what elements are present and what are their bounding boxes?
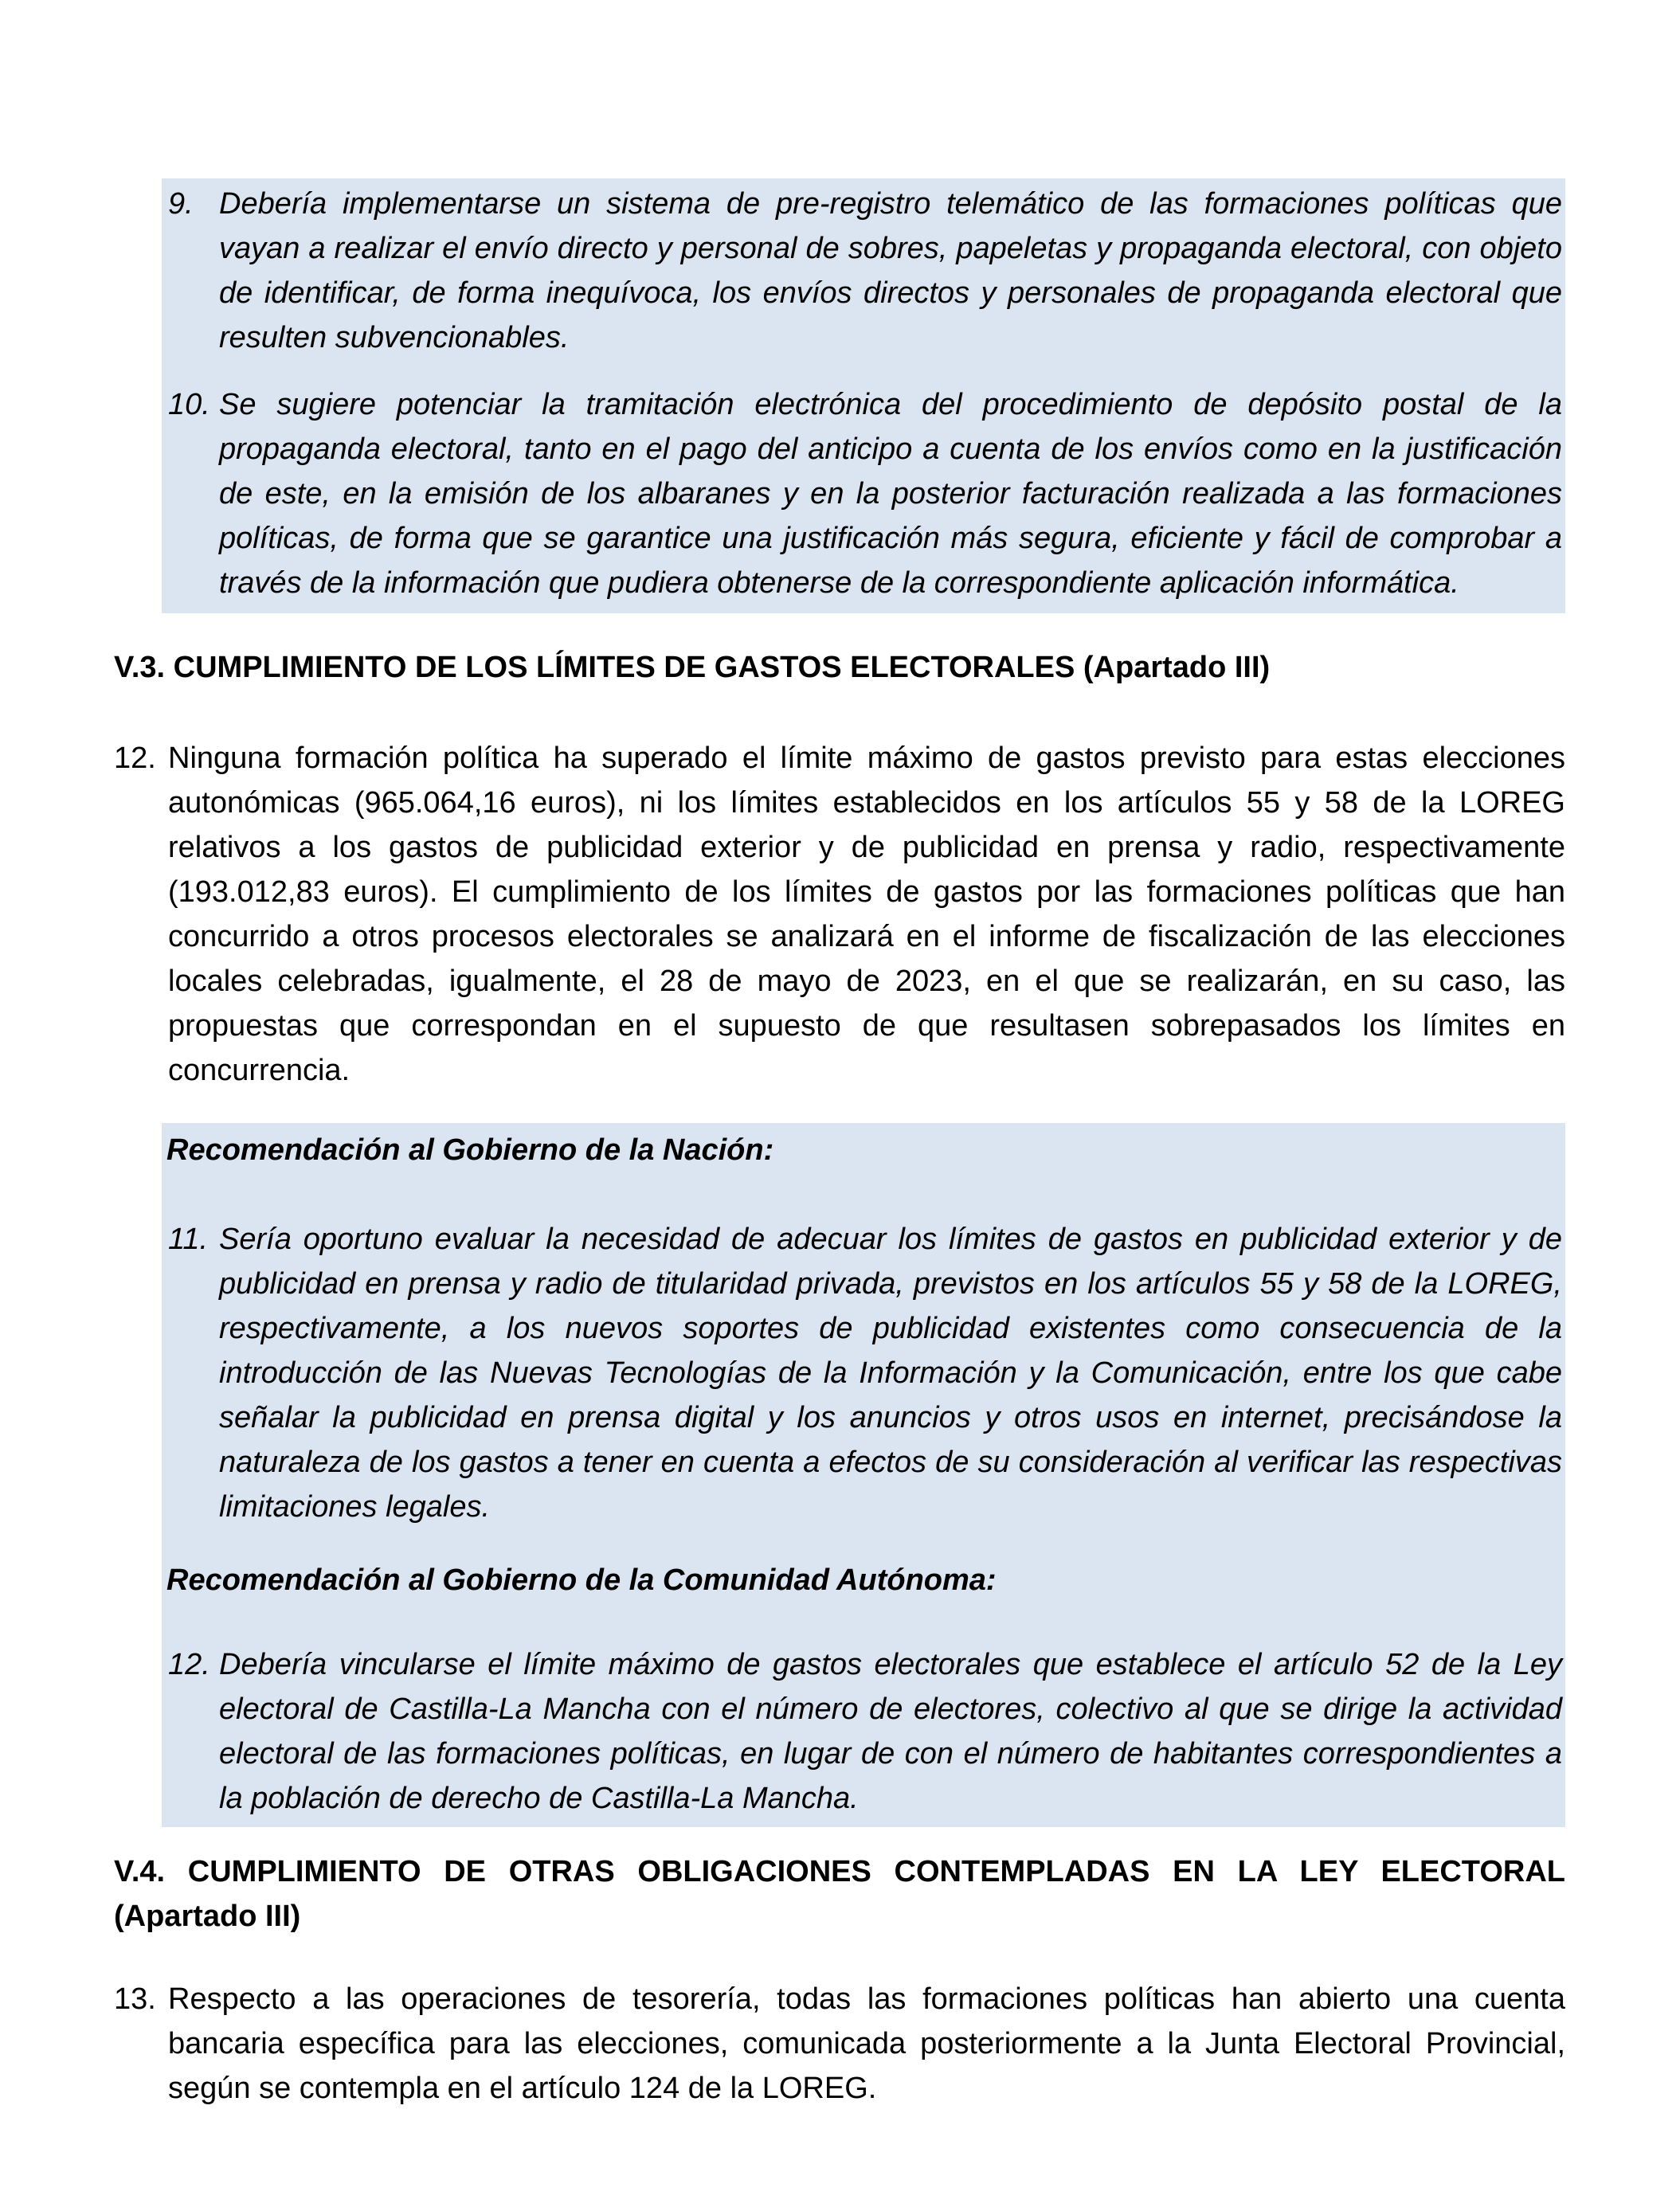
list-number: 9. [168,187,194,221]
recommendation-region-heading: Recomendación al Gobierno de la Comunidad Autónoma: [166,1563,997,1597]
list-number: 12. [168,1648,210,1681]
list-number: 10. [168,388,210,421]
highlighted-recommendations-block-limits [162,1123,1565,1827]
section-v3-heading: V.3. CUMPLIMIENTO DE LOS LÍMITES DE GASTOS ELECTORALES (Apartado III) [114,651,1271,684]
list-number: 11. [168,1223,209,1256]
recommendation-item-12 [162,1642,1565,1821]
recommendation-text: Debería implementarse un sistema de pre-registro telemático de las formaciones políticas que vayan a realizar el envío directo y personal de sobres, papeletas y propaganda electoral, con objeto de identificar, de forma inequívoca, los envíos directos y personales de propaganda electoral que resulten subvencionables. [219,187,1562,354]
list-number: 12. [114,742,156,775]
section-v4-heading: V.4. CUMPLIMIENTO DE OTRAS OBLIGACIONES CONTEMPLADAS EN LA LEY ELECTORAL (Apartado III) [114,1855,1565,1933]
highlighted-recommendations-block-postal [162,178,1565,613]
paragraph-text: Ninguna formación política ha superado el límite máximo de gastos previsto para estas elecciones autonómicas (965.064,16 euros), ni los límites establecidos en los artículos 55 y 58 de la LOREG relativos a los gastos de publicidad exterior y de publicidad en prensa y radio, respectivamente (193.012,83 euros). El cumplimiento de los límites de gastos por las formaciones políticas que han concurrido a otros procesos electorales se analizará en el informe de fiscalización de las elecciones locales celebradas, igualmente, el 28 de mayo de 2023, en el que se realizarán, en su caso, las propuestas que correspondan en el supuesto de que resultasen sobrepasados los límites en concurrencia. [168,742,1565,1087]
paragraph-12 [114,736,1565,1093]
recommendation-nation-heading: Recomendación al Gobierno de la Nación: [166,1133,774,1167]
recommendation-text: Sería oportuno evaluar la necesidad de adecuar los límites de gastos en publicidad exterior y de publicidad en prensa y radio de titularidad privada, previstos en los artículos 55 y 58 de la LOREG, respectivamente, a los nuevos soportes de publicidad existentes como consecuencia de la introducción de las Nuevas Tecnologías de la Información y la Comunicación, entre los que cabe señalar la publicidad en prensa digital y los anuncios y otros usos en internet, precisándose la naturaleza de los gastos a tener en cuenta a efectos de su consideración al verificar las respectivas limitaciones legales. [219,1223,1562,1524]
paragraph-13 [114,1977,1565,2111]
paragraph-text: Respecto a las operaciones de tesorería, todas las formaciones políticas han abierto una cuenta bancaria específica para las elecciones, comunicada posteriormente a la Junta Electoral Provincial, según se contempla en el artículo 124 de la LOREG. [168,1982,1565,2105]
list-number: 13. [114,1982,156,2016]
recommendation-item-11 [162,1217,1565,1529]
recommendation-text: Debería vincularse el límite máximo de gastos electorales que establece el artículo 52 de la Ley electoral de Castilla-La Mancha con el número de electores, colectivo al que se dirige la actividad electoral de las formaciones políticas, en lugar de con el número de habitantes correspondientes a la población de derecho de Castilla-La Mancha. [219,1648,1562,1815]
recommendation-item-9 [162,182,1565,360]
recommendation-text: Se sugiere potenciar la tramitación electrónica del procedimiento de depósito postal de la propaganda electoral, tanto en el pago del anticipo a cuenta de los envíos como en la justificación de este, en la emisión de los albaranes y en la posterior facturación realizada a las formaciones políticas, de forma que se garantice una justificación más segura, eficiente y fácil de comprobar a través de la información que pudiera obtenerse de la correspondiente aplicación informática. [219,388,1562,600]
recommendation-item-10 [162,382,1565,605]
